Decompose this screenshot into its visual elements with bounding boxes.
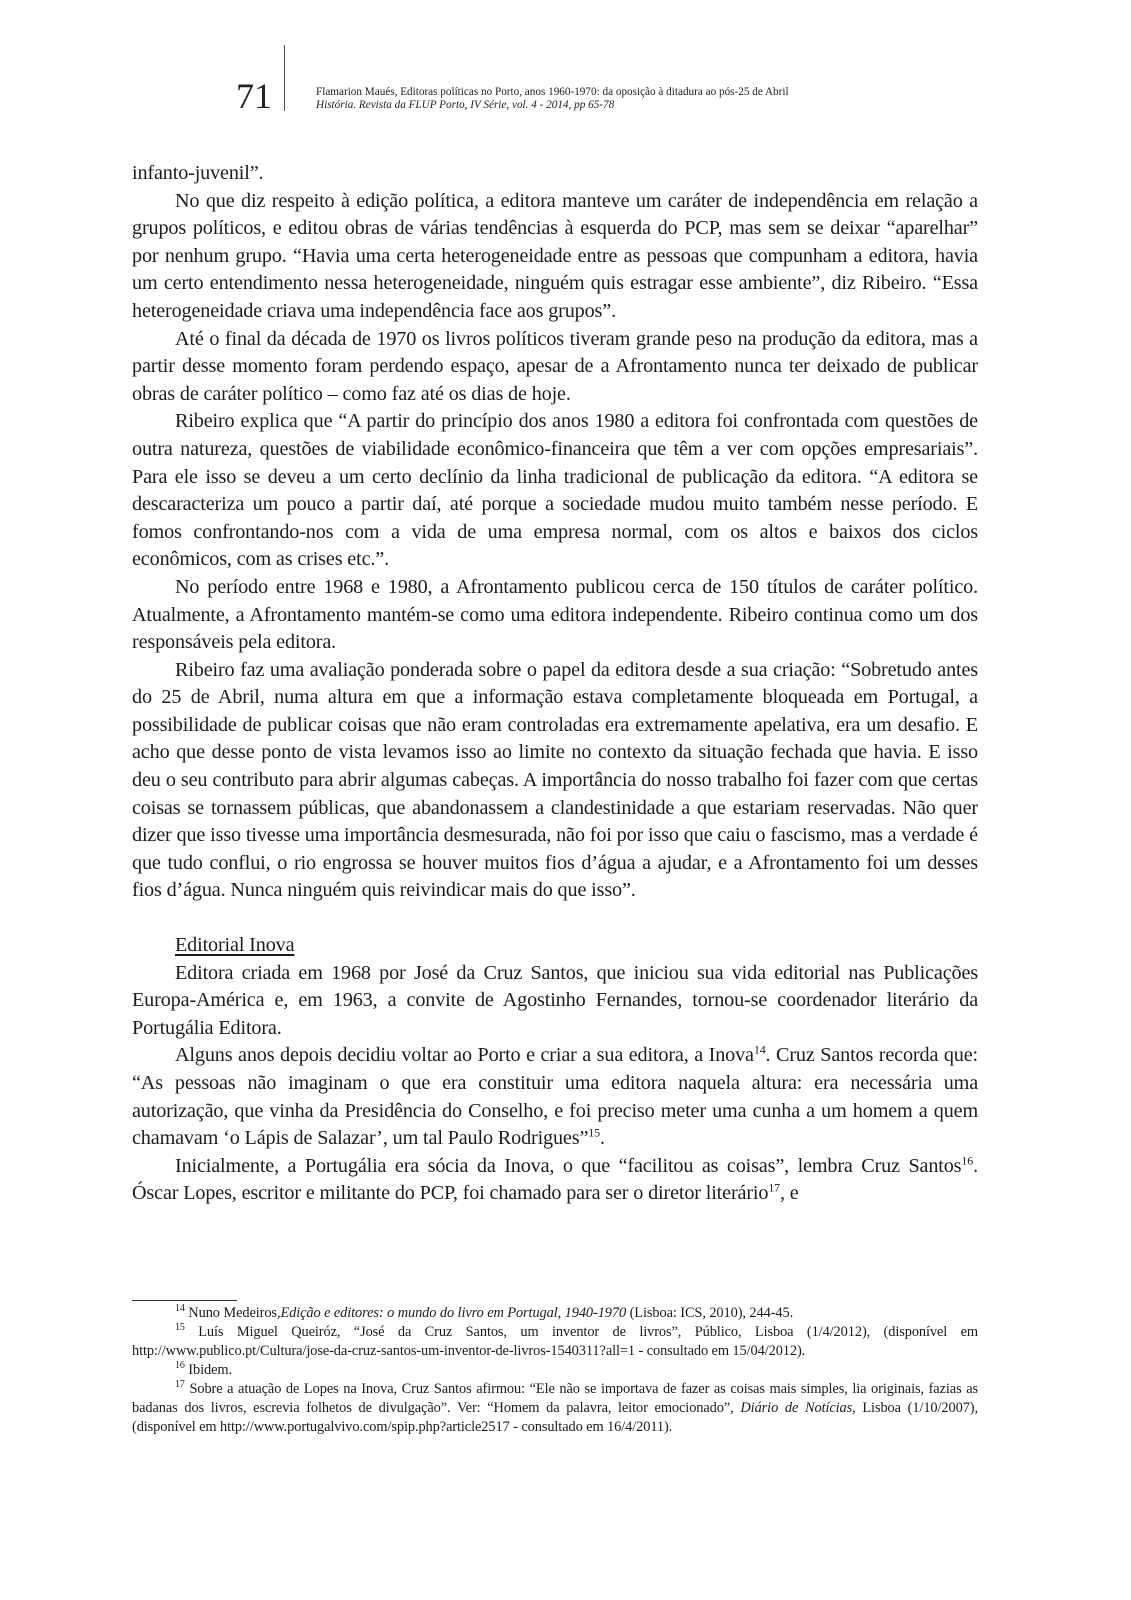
header-divider <box>284 45 285 111</box>
text-run: . Óscar Lopes, escritor e militante do PCP, foi chamado para ser o diretor literário <box>132 1154 978 1205</box>
text-run: . <box>599 1127 605 1150</box>
running-head <box>316 86 789 112</box>
text-run: , e <box>780 1182 799 1205</box>
footnote-ref[interactable]: 17 <box>768 1180 781 1195</box>
footnote-number: 15 <box>175 1322 185 1334</box>
footnotes <box>132 1304 978 1437</box>
footnote-title: Edição e editores: o mundo do livro em Portugal, 1940-1970 <box>280 1305 627 1321</box>
footnote-number: 17 <box>175 1379 185 1391</box>
page-header <box>0 0 1131 130</box>
footnote-text: Ibidem. <box>184 1362 232 1378</box>
footnote-15 <box>132 1323 978 1361</box>
paragraph <box>132 1042 978 1152</box>
text-run: . Cruz Santos recorda que: “As pessoas não imaginam o que era constituir uma editora naquela altura: era necessária uma autorização, que vinha da Presidência do Conselho, e foi preciso meter uma cunha a um homem a quem chamavam ‘o Lápis de Salazar’, um tal Paulo Rodrigues” <box>132 1044 979 1150</box>
footnote-number: 16 <box>175 1360 185 1372</box>
paragraph: Editora criada em 1968 por José da Cruz Santos, que iniciou sua vida editorial nas Publicações Europa-América e, em 1963, a convite de Agostinho Fernandes, tornou-se coordenador literário da Portugália Editora. <box>132 961 978 1039</box>
paragraph: Ribeiro faz uma avaliação ponderada sobre o papel da editora desde a sua criação: “Sobretudo antes do 25 de Abril, numa altura em que a informação estava completamente bloqueada em Portugal, a possibilidade de publicar coisas que não eram controladas era extremamente apelativa, era um desafio. E acho que desse ponto de vista levamos isso ao limite no contexto da situação fechada que havia. E isso deu o seu contributo para abrir algumas cabeças. A importância do nosso trabalho foi fazer com que certas coisas se tornassem públicas, que abandonassem a clandestinidade a que estariam reservadas. Não quer dizer que isso tivesse uma importância desmesurada, não foi por isso que caiu o fascismo, mas a verdade é que tudo conflui, o rio engrossa se houver muitos fios d’água a ajudar, e a Afrontamento foi um desses fios d’água. Nunca ninguém quis reivindicar mais do que isso”. <box>132 658 978 902</box>
paragraph: No período entre 1968 e 1980, a Afrontamento publicou cerca de 150 títulos de caráter político. Atualmente, a Afrontamento mantém-se como uma editora independente. Ribeiro continua como um dos responsáveis pela editora. <box>132 575 978 654</box>
paragraph: Ribeiro explica que “A partir do princípio dos anos 1980 a editora foi confrontada com questões de outra natureza, questões de viabilidade econômico-financeira que têm a ver com opções empresariais”. Para ele isso se deveu a um certo declínio da linha tradicional de publicação da editora. “A editora se descaracteriza um pouco a partir daí, até porque a sociedade mudou muito também nesse período. E fomos confrontando-nos com a vida de uma empresa normal, com os altos e baixos dos ciclos econômicos, com as crises etc.”. <box>132 410 978 571</box>
footnote-ref[interactable]: 14 <box>753 1042 766 1057</box>
text-run: Alguns anos depois decidiu voltar ao Porto e criar a sua editora, a Inova <box>175 1044 754 1067</box>
paragraph: Até o final da década de 1970 os livros políticos tiveram grande peso na produção da editora, mas a partir desse momento foram perdendo espaço, apesar de a Afrontamento nunca ter deixado de publicar obras de caráter político – como faz até os dias de hoje. <box>132 327 978 405</box>
section-heading: Editorial Inova <box>175 934 295 957</box>
footnote-text: Nuno Medeiros, <box>184 1305 281 1321</box>
footnote-ref[interactable]: 16 <box>961 1153 974 1168</box>
footnote-text: Sobre a atuação de Lopes na Inova, Cruz Santos afirmou: “Ele não se importava de fazer as coisas mais simples, lia originais, fazias as badanas dos livros, escrevia folhetos de divulgação”. Ver: “Homem da palavra, leitor emocionado”, <box>132 1381 978 1416</box>
footnote-text: Luís Miguel Queiróz, “José da Cruz Santos, um inventor de livros”, Público, Lisboa (1/4/2012), (disponível em http://www.publico.pt/Cultura/jose-da-cruz-santos-um-inventor-de-livros-1540311?all=1 - consultado em 15/04/2012). <box>132 1324 978 1359</box>
footnote-16 <box>132 1361 978 1380</box>
footnote-text: (Lisboa: ICS, 2010), 244-45. <box>626 1305 794 1321</box>
footnote-separator <box>132 1300 237 1301</box>
footnote-number: 14 <box>175 1303 185 1315</box>
footnote-title: Diário de Notícias <box>740 1400 853 1416</box>
paragraph: No que diz respeito à edição política, a editora manteve um caráter de independência em relação a grupos políticos, e editou obras de várias tendências à esquerda do PCP, mas sem se deixar “aparelhar” por nenhum grupo. “Havia uma certa heterogeneidade entre as pessoas que compunham a editora, havia um certo entendimento nessa heterogeneidade, ninguém quis estragar esse ambiente”, diz Ribeiro. “Essa heterogeneidade criava uma independência face aos grupos”. <box>132 189 978 322</box>
footnote-14 <box>132 1304 978 1323</box>
article-body <box>132 160 978 1208</box>
page-number: 71 <box>236 76 272 116</box>
footnote-text: , Lisboa (1/10/2007), (disponível em http://www.portugalvivo.com/spip.php?article2517 - consultado em 16/4/2011). <box>132 1400 978 1435</box>
paragraph: infanto-juvenil”. <box>132 162 264 184</box>
running-title: Flamarion Maués, Editoras políticas no Porto, anos 1960-1970: da oposição à ditadura ao pós-25 de Abril <box>316 86 789 98</box>
text-run: Inicialmente, a Portugália era sócia da Inova, o que “facilitou as coisas”, lembra Cruz Santos <box>175 1154 962 1177</box>
paragraph <box>132 1153 978 1208</box>
footnote-ref[interactable]: 15 <box>588 1125 600 1140</box>
journal-citation: História. Revista da FLUP Porto, IV Série, vol. 4 - 2014, pp 65-78 <box>316 99 615 111</box>
footnote-17 <box>132 1380 978 1437</box>
